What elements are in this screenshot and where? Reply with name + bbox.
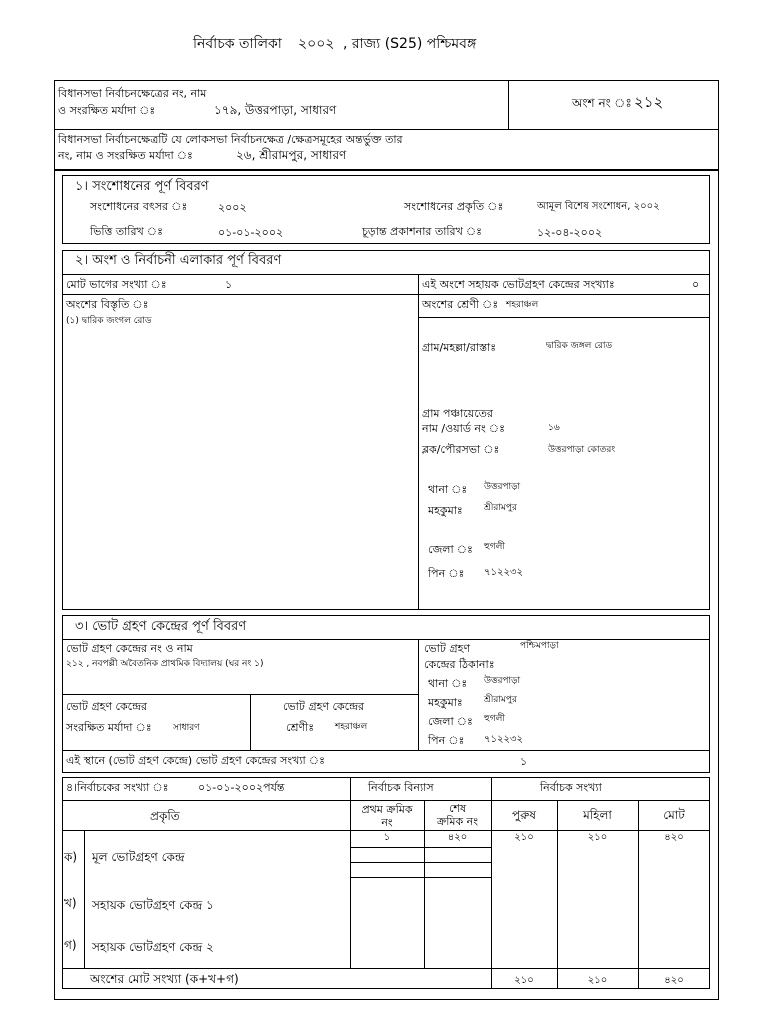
station-no-name-value: ২১২ , নবপল্লী অবৈতনিক প্রাথমিক বিদ্যালয় (ঘর নং ১) <box>66 659 264 669</box>
row-total-count: ৪২০ <box>664 832 684 843</box>
extent-value: (১) দ্বারিক জংগল রোড <box>66 316 152 326</box>
col-last-serial-header-line2: ক্রমিক নং <box>437 815 478 828</box>
total-total-count: ৪২০ <box>664 975 684 986</box>
section4-heading: ৪।নির্বাচকের সংখ্যা ঃ <box>66 781 169 794</box>
police-station-value: উত্তরপাড়া <box>484 482 521 492</box>
col-first-serial-header-line2: নং <box>381 816 393 829</box>
ac-label-line1: বিধানসভা নির্বাচনক্ষেত্রের নং, নাম <box>58 87 207 100</box>
station-reserved-label-line1: ভোট গ্রহণ কেন্দ্রের <box>66 700 148 713</box>
base-date-label: ভিত্তি তারিখ ঃ <box>90 225 163 238</box>
publication-date-value: ১২-০৪-২০০২ <box>537 226 603 239</box>
col-first-serial-header-line1: প্রথম ক্রমিক <box>361 803 413 816</box>
part-category-value: শহরাঞ্চল <box>506 300 539 310</box>
row-label: সহায়ক ভোটগ্রহণ কেন্দ্র ১ <box>92 898 214 912</box>
pc-label-line2: নং, নাম ও সংরক্ষিত মর্যাদা ঃ <box>58 149 193 162</box>
col-female-header: মহিলা <box>583 808 612 822</box>
base-date-value: ০১-০১-২০০২ <box>218 226 284 239</box>
station-district-label: জেলা ঃ <box>428 715 473 728</box>
total-female-count: ২১০ <box>587 975 608 986</box>
station-reserved-label-line2: সংরক্ষিত মর্যাদা ঃ <box>66 721 152 734</box>
row-marker: ক) <box>64 850 78 864</box>
block-label: ব্লক/পৌরসভা ঃ <box>422 443 500 456</box>
title-electoral-roll: নির্বাচক তালিকা <box>193 36 282 52</box>
total-row-label: অংশের মোট সংখ্যা (ক+খ+গ) <box>90 972 239 986</box>
row-marker: গ) <box>64 938 77 952</box>
part-no-value: ২১২ <box>634 93 664 111</box>
section3-heading: ৩। ভোট গ্রহণ কেন্দ্রের পূর্ণ বিবরণ <box>75 619 247 634</box>
revision-type-value: আমূল বিশেষ সংশোধন, ২০০২ <box>537 201 660 212</box>
station-ps-label: থানা ঃ <box>428 677 468 690</box>
subdivision-value: শ্রীরামপুর <box>484 503 517 513</box>
row-female-count: ২১০ <box>587 832 608 843</box>
stations-at-location-value: ১ <box>520 755 528 768</box>
district-value: হুগলী <box>484 542 505 552</box>
station-no-name-label: ভোট গ্রহণ কেন্দ্রের নং ও নাম <box>66 642 193 655</box>
row-first-serial: ১ <box>383 832 391 843</box>
total-parts-label: মোট ভাগের সংখ্যা ঃ <box>66 278 167 291</box>
row-marker: খ) <box>64 896 77 910</box>
police-station-label: থানা ঃ <box>428 483 468 496</box>
station-subdivision-value: শ্রীরামপুর <box>484 695 517 705</box>
station-category-label-line1: ভোট গ্রহণ কেন্দ্রের <box>283 700 365 713</box>
section4-date: ০১-০১-২০০২পর্যন্ত <box>198 781 285 794</box>
extent-label: অংশের বিস্তৃতি ঃ <box>66 298 149 311</box>
panchayat-label-line1: গ্রাম পঞ্চায়েতের <box>422 407 493 420</box>
pin-label: পিন ঃ <box>428 567 465 580</box>
section2-box <box>62 250 710 610</box>
ac-label-line2: ও সংরক্ষিত মর্যাদা ঃ <box>58 104 156 117</box>
revision-year-label: সংশোধনের বৎসর ঃ <box>90 200 188 213</box>
station-address-label-line1: ভোট গ্রহণ <box>424 642 471 655</box>
section1-heading: ১। সংশোধনের পূর্ণ বিবরণ <box>75 179 209 194</box>
station-subdivision-label: মহকুমাঃ <box>428 696 463 709</box>
col-nature-header: প্রকৃতি <box>150 809 180 823</box>
subdivision-label: মহকুমাঃ <box>428 504 463 517</box>
section2-heading: ২। অংশ ও নির্বাচনী এলাকার পূর্ণ বিবরণ <box>75 253 282 268</box>
col-total-header: মোট <box>663 808 685 822</box>
title-state: , রাজ্য (S25) পশ্চিমবঙ্গ <box>343 36 477 52</box>
publication-date-label: চূড়ান্ত প্রকাশনার তারিখ ঃ <box>362 225 483 238</box>
village-label: গ্রাম/মহল্লা/রাস্তাঃ <box>422 341 497 354</box>
station-pin-value: ৭১২২৩২ <box>484 734 523 745</box>
total-male-count: ২১০ <box>514 975 534 986</box>
panchayat-label-line2: নাম /ওয়ার্ড নং ঃ <box>422 422 505 435</box>
aux-stations-value: ০ <box>692 278 700 291</box>
ward-value: ১৬ <box>548 423 560 433</box>
part-no-label: অংশ নং ঃ <box>572 96 632 110</box>
station-reserved-value: সাধারণ <box>173 723 200 733</box>
revision-year-value: ২০০২ <box>218 201 247 214</box>
row-male-count: ২১০ <box>514 832 534 843</box>
block-value: উত্তরপাড়া কোতরং <box>548 445 616 455</box>
part-category-label: অংশের শ্রেণী ঃ <box>422 298 499 311</box>
stations-at-location-label: এই স্থানে (ভোট গ্রহণ কেন্দ্রে) ভোট গ্রহণ কেন্দ্রের সংখ্যা ঃ <box>66 754 325 767</box>
pc-label-line1: বিধানসভা নির্বাচনক্ষেত্রটি যে লোকসভা নির্বাচনক্ষেত্র /ক্ষেত্রসমূহের অন্তর্ভুক্ত তার <box>58 133 403 146</box>
title-year: ২০০২ <box>298 36 335 52</box>
station-category-value: শহরাঞ্চল <box>335 722 368 732</box>
station-pin-label: পিন ঃ <box>428 734 465 747</box>
col-last-serial-header-line1: শেষ <box>448 802 467 815</box>
distribution-header: নির্বাচক বিন্যাস <box>368 781 434 794</box>
village-value: দ্বারিক জঙ্গল রোড <box>546 341 613 351</box>
revision-type-label: সংশোধনের প্রকৃতি ঃ <box>404 200 504 213</box>
station-address-label-line2: কেন্দ্রের ঠিকানাঃ <box>424 658 495 671</box>
row-label: মূল ভোটগ্রহণ কেন্দ্র <box>92 850 185 864</box>
aux-stations-label: এই অংশে সহায়ক ভোটগ্রহণ কেন্দ্রের সংখ্যাঃ <box>422 278 615 291</box>
total-parts-value: ১ <box>225 278 233 291</box>
elector-count-header: নির্বাচক সংখ্যা <box>540 781 602 794</box>
col-male-header: পুরুষ <box>512 808 536 822</box>
district-label: জেলা ঃ <box>428 543 473 556</box>
station-district-value: হুগলী <box>484 714 505 724</box>
row-last-serial: ৪২০ <box>447 832 468 843</box>
pc-value: ২৬, শ্রীরামপুর, সাধারণ <box>236 148 347 162</box>
pin-value: ৭১২২৩২ <box>484 567 523 578</box>
row-label: সহায়ক ভোটগ্রহণ কেন্দ্র ২ <box>92 940 214 954</box>
station-category-label-line2: শ্রেণীঃ <box>286 721 315 734</box>
station-address-value: পশ্চিমপাড়া <box>520 641 559 651</box>
station-ps-value: উত্তরপাড়া <box>484 676 521 686</box>
ac-value: ১৭৯, উত্তরপাড়া, সাধারণ <box>214 103 337 117</box>
